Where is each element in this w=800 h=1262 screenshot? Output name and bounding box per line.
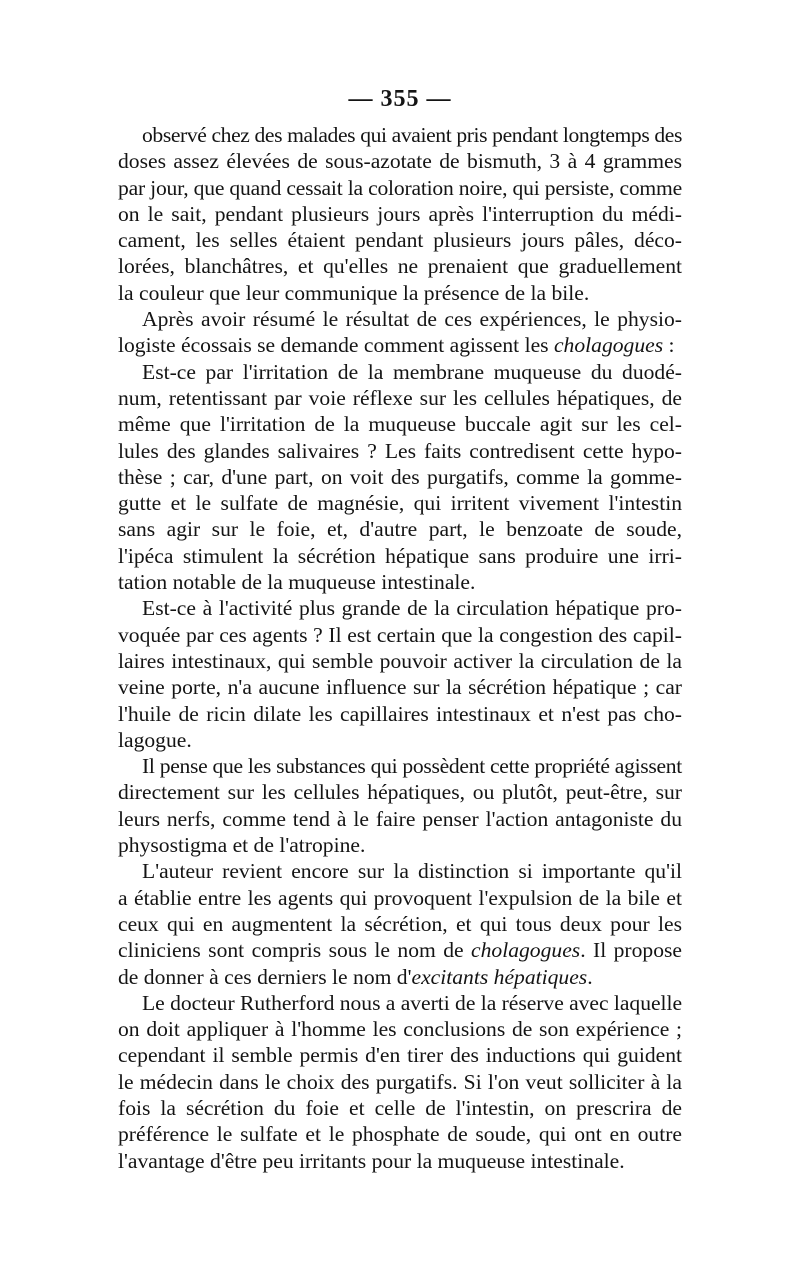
text-line: la couleur que leur communique la présence de la bile.	[118, 280, 590, 305]
text-line: Après avoir résumé le résultat de ces expériences, le physio-	[142, 307, 682, 332]
text-line: sans agir sur le foie, et, d'autre part, le benzoate de soude,	[118, 517, 682, 542]
text-line: cliniciens sont compris sous le nom de cholagogues. Il propose	[118, 938, 682, 963]
text-line: observé chez des malades qui avaient pris pendant longtemps des	[142, 123, 682, 147]
text-line: on doit appliquer à l'homme les conclusions de son expérience ;	[118, 1017, 682, 1042]
text-body	[118, 122, 682, 1174]
text-line: le médecin dans le choix des purgatifs. Si l'on veut solliciter à la	[118, 1069, 682, 1094]
text-line: l'ipéca stimulent la sécrétion hépatique sans produire une irri-	[118, 543, 682, 568]
text-line: physostigma et de l'atropine.	[118, 833, 366, 858]
text-line: l'avantage d'être peu irritants pour la muqueuse intestinale.	[118, 1148, 625, 1173]
paragraph	[118, 858, 682, 989]
text-line: laires intestinaux, qui semble pouvoir activer la circulation de la	[118, 648, 682, 673]
text-line: cament, les selles étaient pendant plusieurs jours pâles, déco-	[118, 228, 682, 253]
paragraph	[118, 990, 682, 1174]
paragraph	[118, 122, 682, 306]
text-line: de donner à ces derniers le nom d'excitants hépatiques.	[118, 964, 593, 989]
paragraph	[118, 306, 682, 359]
text-line: ceux qui en augmentent la sécrétion, et qui tous deux pour les	[118, 911, 682, 936]
text-line: Est-ce à l'activité plus grande de la circulation hépatique pro-	[142, 596, 682, 621]
text-line: a établie entre les agents qui provoquent l'expulsion de la bile et	[118, 885, 682, 910]
text-line: l'huile de ricin dilate les capillaires intestinaux et n'est pas cho-	[118, 701, 682, 726]
text-line: Il pense que les substances qui possèdent cette propriété agissent	[142, 754, 682, 779]
text-line: gutte et le sulfate de magnésie, qui irritent vivement l'intestin	[118, 491, 682, 516]
text-line: par jour, que quand cessait la coloration noire, qui persiste, comme	[118, 175, 682, 200]
text-line: doses assez élevées de sous-azotate de bismuth, 3 à 4 grammes	[118, 149, 682, 174]
page	[118, 82, 682, 1174]
text-line: Est-ce par l'irritation de la membrane muqueuse du duodé-	[142, 359, 682, 384]
text-line: logiste écossais se demande comment agissent les cholagogues :	[118, 333, 675, 358]
text-line: directement sur les cellules hépatiques, ou plutôt, peut-être, sur	[118, 780, 682, 805]
text-line: tation notable de la muqueuse intestinale.	[118, 570, 476, 595]
text-line: veine porte, n'a aucune influence sur la sécrétion hépatique ; car	[118, 675, 682, 700]
text-line: fois la sécrétion du foie et celle de l'intestin, on prescrira de	[118, 1095, 682, 1120]
text-line: voquée par ces agents ? Il est certain que la congestion des capil-	[118, 622, 682, 647]
text-line: lagogue.	[118, 727, 192, 752]
paragraph	[118, 753, 682, 858]
text-line: lules des glandes salivaires ? Les faits contredisent cette hypo-	[118, 438, 682, 463]
text-line: préférence le sulfate et le phosphate de soude, qui ont en outre	[118, 1122, 682, 1147]
paragraph	[118, 359, 682, 596]
text-line: même que l'irritation de la muqueuse buccale agit sur les cel-	[118, 412, 682, 437]
text-line: on le sait, pendant plusieurs jours après l'interruption du médi-	[118, 201, 682, 226]
text-line: num, retentissant par voie réflexe sur les cellules hépatiques, de	[118, 385, 682, 410]
text-line: L'auteur revient encore sur la distinction si importante qu'il	[142, 859, 682, 884]
text-line: Le docteur Rutherford nous a averti de la réserve avec laquelle	[142, 990, 682, 1015]
paragraph	[118, 595, 682, 753]
page-number: — 355 —	[348, 86, 452, 112]
text-line: leurs nerfs, comme tend à le faire penser l'action antagoniste du	[118, 806, 682, 831]
text-line: lorées, blanchâtres, et qu'elles ne prenaient que graduellement	[118, 254, 682, 279]
text-line: thèse ; car, d'une part, on voit des purgatifs, comme la gomme-	[118, 464, 682, 489]
text-line: cependant il semble permis d'en tirer des inductions qui guident	[118, 1043, 682, 1068]
